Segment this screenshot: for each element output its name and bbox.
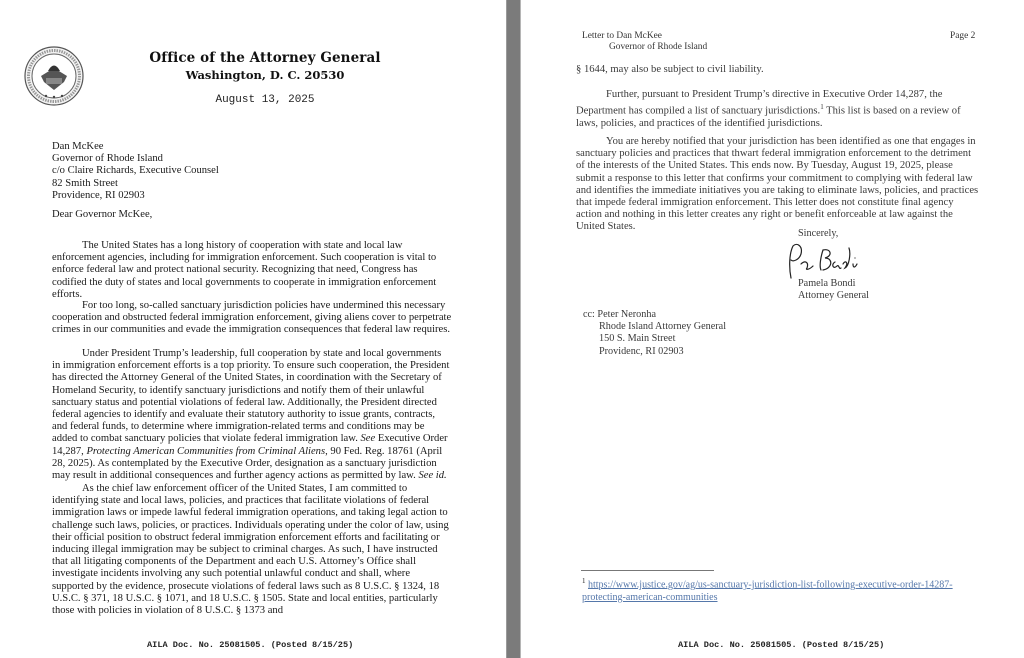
- header-recipient-title: Governor of Rhode Island: [609, 42, 708, 52]
- paragraph-2-text: For too long, so-called sanctuary jurisdiction policies have undermined this necessary cooperation and obstructed federal immigration enforcement, giving aliens cover to perpetrate crimes in our communities and evade the immigration consequences that federal law requires.: [52, 300, 452, 336]
- recipient-address: [52, 141, 219, 202]
- paragraph-6-text: You are hereby notified that your jurisdiction has been identified as one that engages in sanctuary policies and practices that thwart federal immigration enforcement to the detriment of the interests of the United States. This ends now. By Tuesday, August 19, 2025, please submit a response to this letter that confirms your commitment to complying with federal law and identifies the immediate initiatives you are taking to eliminate laws, policies, and practices that impede federal immigration enforcement. This letter does not constitute final agency action and nothing in this letter creates any right or benefit enforceable at law against the United States.: [576, 136, 979, 233]
- paragraph-4: [52, 483, 452, 617]
- letterhead: [120, 50, 410, 106]
- footnote-separator: [581, 570, 714, 571]
- office-title: Office of the Attorney General: [149, 50, 381, 66]
- recipient-city: Providence, RI 02903: [52, 189, 145, 201]
- paragraph-1-text: The United States has a long history of cooperation with state and local law enforcement agencies, including for immigration enforcement. Such cooperation is vital to enforce federal law and protect national security. Recognizing that need, Congress has codified the duty of states and local governments to cooperate in immigration enforcement efforts.: [52, 240, 437, 300]
- signer-block: [798, 278, 869, 302]
- paragraph-5-text-b: This list is based on a review of laws, policies, and practices of the identified jurisdictions.: [576, 105, 961, 129]
- page-2-footer: AILA Doc. No. 25081505. (Posted 8/15/25): [678, 640, 885, 650]
- recipient-title: Governor of Rhode Island: [52, 153, 163, 165]
- paragraph-6: [576, 136, 981, 234]
- salutation: Dear Governor McKee,: [52, 209, 153, 220]
- citation-see: See: [360, 433, 376, 445]
- page-1-footer: AILA Doc. No. 25081505. (Posted 8/15/25): [147, 640, 354, 650]
- continuation-text: § 1644, may also be subject to civil liability.: [576, 64, 764, 75]
- cc-block: [583, 309, 726, 358]
- citation-see-id: See id.: [418, 470, 447, 482]
- letter-date: August 13, 2025: [215, 94, 315, 106]
- doj-seal-icon: [24, 46, 84, 106]
- recipient-care-of: c/o Claire Richards, Executive Counsel: [52, 165, 219, 177]
- signer-title: Attorney General: [798, 290, 869, 301]
- executive-order-title: Protecting American Communities from Criminal Aliens: [86, 445, 326, 457]
- cc-street: 150 S. Main Street: [599, 333, 676, 345]
- paragraph-2: [52, 300, 452, 337]
- cc-name: cc: Peter Neronha: [583, 309, 656, 320]
- office-address: Washington, D. C. 20530: [185, 68, 345, 82]
- paragraph-4-text: As the chief law enforcement officer of the United States, I am committed to identifying state and local laws, policies, and practices that facilitate violations of federal immigration laws or impede lawful federal immigration operations, and taking legal action to challenge such laws, policies, or practices. Individuals operating under the color of law, using their official position to obstruct federal immigration enforcement efforts and facilitating or inducing illegal immigration may be subject to criminal charges. As such, I have instructed that all litigating components of the Department and each U.S. Attorney’s Office shall investigate incidents involving any such potential unlawful conduct and shall, where supported by the evidence, prosecute violations of federal laws such as 8 U.S.C. § 1324, 18 U.S.C. § 371, 18 U.S.C. § 1071, and 18 U.S.C. § 1505. State and local entities, particularly those with policies in violation of 8 U.S.C. § 1373 and: [52, 483, 449, 617]
- footnote: [582, 575, 982, 604]
- letter-page-1: [0, 0, 507, 658]
- closing: Sincerely,: [798, 228, 839, 239]
- page-2-header: [582, 31, 707, 53]
- recipient-name: Dan McKee: [52, 141, 104, 152]
- page-number: Page 2: [950, 31, 976, 41]
- footnote-ref[interactable]: 1: [820, 103, 824, 112]
- paragraph-3: [52, 348, 452, 482]
- recipient-street: 82 Smith Street: [52, 177, 118, 189]
- paragraph-3-text-a: Under President Trump’s leadership, full cooperation by state and local governments in immigration enforcement efforts is a top priority. To ensure such cooperation, the President has directed the Attorney General of the United States, in coordination with the Secretary of Homeland Security, to identify sanctuary jurisdictions and notify them of their unlawful sanctuary status and potential violations of federal law. Additionally, the President directed federal agencies to identify and evaluate their statutory authority to issue grants, contracts, and federal funds, to determine where immigration-related terms and conditions may be added to combat sanctuary policies that violate federal immigration law.: [52, 348, 450, 445]
- signer-name: Pamela Bondi: [798, 278, 856, 289]
- page-divider: [507, 0, 520, 658]
- header-letter-to: Letter to Dan McKee: [582, 31, 662, 41]
- paragraph-5-text-a: Further, pursuant to President Trump’s directive in Executive Order 14,287, the Department has compiled a list of sanctuary jurisdictions.: [576, 89, 943, 117]
- paragraph-3-text-c: , 90 Fed. Reg. 18761 (April 28, 2025). As contemplated by the Executive Order, designation as a sanctuary jurisdiction may result in additional consequences and further agency actions as permitted by law.: [52, 445, 443, 482]
- paragraph-5: [576, 89, 981, 130]
- cc-title: Rhode Island Attorney General: [599, 321, 727, 333]
- footnote-link[interactable]: https://www.justice.gov/ag/us-sanctuary-jurisdiction-list-following-executive-order-14287-protecting-american-communities: [582, 579, 953, 603]
- cc-city: Providenc, RI 02903: [599, 345, 684, 357]
- signature-icon: [783, 240, 863, 282]
- paragraph-1: [52, 240, 452, 301]
- paragraph-3-text-b: Executive Order 14,287,: [52, 433, 448, 457]
- footnote-number: 1: [582, 577, 586, 585]
- letter-page-2: [520, 0, 1024, 658]
